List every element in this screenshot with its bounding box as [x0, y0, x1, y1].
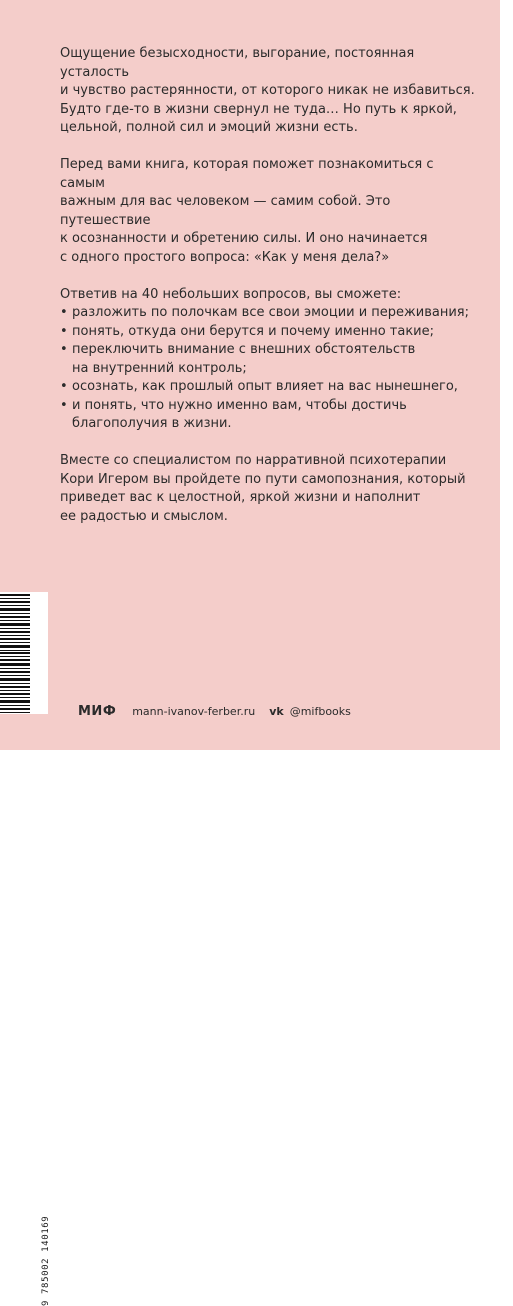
bullet-item	[60, 378, 480, 397]
bullet-item	[60, 323, 480, 342]
paragraph-2: Перед вами книга, которая поможет познакомиться с самым важным для вас человеком — самим собой. Это путешествие к осознанности и обретению силы. И оно начинается с одного простого вопроса: «Как у меня дела?»	[60, 157, 434, 265]
bullet-marker: •	[60, 397, 68, 413]
description-text	[60, 45, 480, 545]
bullet-item	[60, 304, 480, 323]
bullet-marker: •	[60, 305, 68, 320]
social-handle[interactable]: @mifbooks	[289, 704, 351, 718]
isbn-number: 9 785002 140169	[41, 1215, 51, 1306]
paragraph-1: Ощущение безысходности, выгорание, постоянная усталость и чувство растерянности, от которого никак не избавиться. Будто где-то в жизни свернул не туда… Но путь к яркой, цельной, полной сил и эмоций жизни есть.	[60, 46, 475, 135]
bullet-text: и понять, что нужно именно вам, чтобы достичь благополучия в жизни.	[72, 397, 407, 431]
bullet-text: понять, откуда они берутся и почему именно такие;	[72, 323, 435, 339]
publisher-logo: МИФ	[78, 703, 117, 719]
bullet-text: разложить по полочкам все свои эмоции и переживания;	[72, 305, 469, 320]
website-link[interactable]: mann-ivanov-ferber.ru	[132, 704, 256, 718]
paragraph-3-intro: Ответив на 40 небольших вопросов, вы сможете:	[60, 286, 402, 302]
barcode	[0, 592, 51, 1306]
bullet-text: переключить внимание с внешних обстоятельств на внутренний контроль;	[72, 342, 416, 376]
vk-icon[interactable]: vk	[269, 704, 284, 718]
bullet-marker: •	[60, 342, 68, 357]
bullet-item	[60, 397, 480, 434]
paragraph-4: Вместе со специалистом по нарративной психотерапии Кори Игером вы пройдете по пути самопознания, который приведет вас к целостной, яркой жизни и наполнит ее радостью и смыслом.	[60, 453, 466, 524]
barcode-bars	[0, 592, 48, 714]
bullet-marker: •	[60, 379, 68, 394]
bullet-marker: •	[60, 323, 68, 339]
bullet-item	[60, 341, 480, 378]
bullet-text: осознать, как прошлый опыт влияет на вас нынешнего,	[72, 379, 458, 394]
publisher-footer	[78, 703, 351, 719]
page-edge	[500, 0, 513, 750]
bullet-list	[60, 304, 480, 434]
